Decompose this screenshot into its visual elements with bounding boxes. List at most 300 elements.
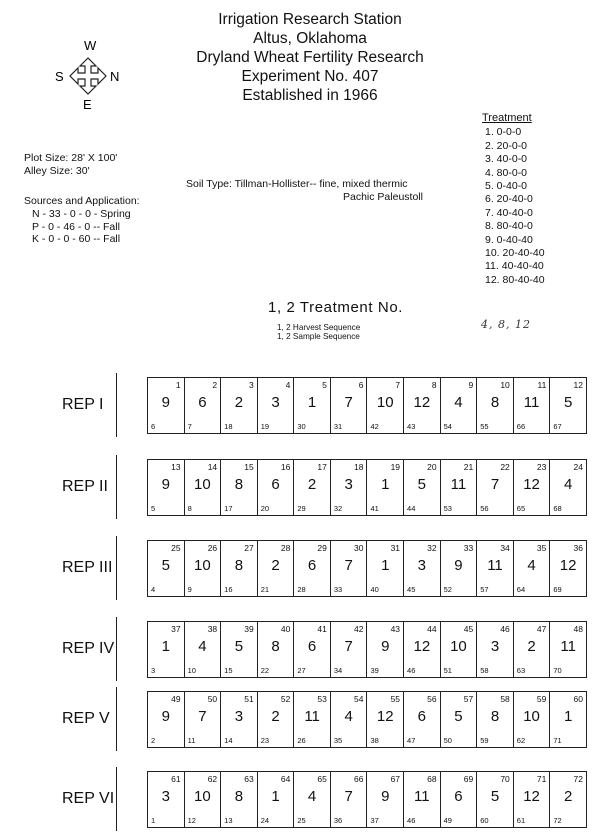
treatment-number: 2 [527, 638, 536, 655]
treatment-number: 2 [563, 788, 573, 805]
harvest-sequence-number: 64 [280, 774, 291, 784]
plot-cell [477, 541, 514, 596]
treatment-number: 12 [413, 394, 431, 411]
harvest-sequence-number: 25 [171, 543, 181, 553]
sample-sequence-number: 46 [407, 816, 416, 825]
treatment-list-item: 12. 80-40-40 [485, 273, 545, 286]
plot-cell [185, 622, 222, 677]
sample-sequence-number: 33 [333, 585, 343, 594]
harvest-sequence-number: 20 [427, 462, 437, 472]
harvest-sequence-number: 2 [212, 380, 218, 390]
alley-size: Alley Size: 30' [24, 165, 90, 177]
treatment-number: 2 [307, 476, 317, 493]
plot-cell [148, 460, 185, 515]
handwritten-note: 4, 8, 12 [481, 318, 531, 331]
harvest-sequence-number: 5 [322, 380, 327, 390]
treatment-list-item: 1. 0-0-0 [485, 126, 522, 139]
sample-sequence-number: 9 [187, 585, 192, 594]
rep-plot-row [147, 691, 587, 748]
plot-cell [258, 378, 295, 433]
treatment-number: 9 [161, 708, 170, 725]
sample-sequence-number: 69 [553, 585, 562, 594]
plot-cell [441, 772, 478, 827]
rep-divider-line [116, 687, 117, 751]
treatment-number: 11 [560, 638, 576, 655]
sample-sequence-number: 49 [443, 816, 452, 825]
sample-sequence-number: 39 [370, 666, 379, 675]
compass-icon [40, 36, 140, 116]
treatment-list [482, 112, 545, 287]
treatment-number: 1 [161, 638, 170, 655]
sample-sequence-number: 43 [407, 422, 416, 431]
plot-cell [294, 378, 331, 433]
sample-sequence-number: 15 [224, 666, 233, 675]
treatment-number: 3 [234, 708, 244, 725]
treatment-number: 5 [454, 708, 463, 725]
treatment-number: 4 [563, 476, 573, 493]
treatment-number: 6 [307, 557, 317, 574]
plot-cell [294, 460, 331, 515]
harvest-sequence-number: 10 [500, 380, 510, 390]
harvest-sequence-number: 11 [537, 380, 547, 390]
rep-label: REP VI [62, 790, 115, 807]
sample-sequence-number: 35 [333, 736, 343, 745]
plot-cell [367, 460, 404, 515]
treatment-list-item: 2. 20-0-0 [485, 139, 528, 152]
harvest-sequence-number: 50 [207, 694, 218, 704]
plot-size: Plot Size: 28' X 100' [24, 152, 118, 164]
soil-type-line1: Soil Type: Tillman-Hollister-- fine, mixed thermic [186, 178, 408, 190]
harvest-sequence-number: 28 [280, 543, 291, 553]
sample-sequence-number: 16 [224, 585, 233, 594]
sample-sequence-number: 29 [297, 504, 306, 513]
treatment-number: 7 [490, 476, 500, 493]
plot-cell [148, 692, 185, 747]
harvest-sequence-number: 65 [317, 774, 327, 784]
plot-cell [477, 772, 514, 827]
treatment-list-item: 6. 20-40-0 [485, 193, 533, 206]
rep-divider-line [116, 617, 117, 681]
sample-sequence-number: 45 [407, 585, 416, 594]
harvest-sequence-number: 51 [244, 694, 254, 704]
treatment-number: 4 [454, 394, 463, 411]
treatment-number: 9 [454, 557, 463, 574]
treatment-list-item: 7. 40-40-0 [485, 206, 533, 219]
treatment-list-item: 9. 0-40-40 [485, 233, 533, 246]
rep-divider-line [116, 455, 117, 519]
plot-cell [514, 541, 551, 596]
sample-sequence-number: 12 [187, 816, 196, 825]
sample-sequence-number: 3 [151, 666, 156, 675]
harvest-sequence-number: 69 [463, 774, 474, 784]
treatment-number: 5 [234, 638, 244, 655]
harvest-sequence-number: 12 [573, 380, 583, 390]
plot-cell [221, 772, 258, 827]
plot-cell [441, 692, 478, 747]
plot-cell [404, 772, 441, 827]
treatment-list-item: 11. 40-40-40 [485, 260, 544, 273]
sample-sequence-number: 42 [370, 422, 379, 431]
harvest-sequence-number: 54 [354, 694, 364, 704]
title-line-station: Irrigation Research Station [218, 11, 402, 28]
plot-cell [404, 541, 441, 596]
harvest-sequence-number: 55 [390, 694, 401, 704]
sample-sequence-number: 47 [407, 736, 416, 745]
plot-cell [148, 772, 185, 827]
plot-cell [550, 622, 586, 677]
sample-sequence-number: 67 [553, 422, 562, 431]
sample-sequence-number: 28 [297, 585, 306, 594]
harvest-sequence-number: 21 [463, 462, 474, 472]
sample-sequence-number: 44 [407, 504, 416, 513]
harvest-sequence-number: 61 [171, 774, 181, 784]
treatment-list-item: 3. 40-0-0 [485, 153, 528, 166]
harvest-sequence-number: 43 [390, 624, 401, 634]
sample-sequence-number: 59 [480, 736, 489, 745]
rep-divider-line [116, 373, 117, 437]
harvest-sequence-number: 35 [536, 543, 547, 553]
treatment-number: 7 [344, 557, 353, 574]
harvest-sequence-number: 47 [536, 624, 547, 634]
compass-east-label: N [110, 69, 120, 84]
plot-cell [258, 772, 295, 827]
harvest-sequence-number: 52 [280, 694, 291, 704]
treatment-number: 12 [413, 638, 431, 655]
harvest-sequence-number: 26 [207, 543, 218, 553]
sample-sequence-number: 40 [370, 585, 379, 594]
harvest-sequence-number: 17 [317, 462, 327, 472]
harvest-sequence-number: 72 [573, 774, 583, 784]
treatment-number: 9 [161, 476, 170, 493]
treatment-number: 11 [487, 557, 503, 574]
compass-west-label: S [55, 69, 64, 84]
sample-sequence-number: 13 [224, 816, 233, 825]
treatment-number: 4 [527, 557, 536, 574]
harvest-sequence-number: 32 [427, 543, 437, 553]
plot-cell [294, 541, 331, 596]
harvest-sequence-number: 68 [427, 774, 437, 784]
plot-cell [148, 622, 185, 677]
plot-cell [331, 692, 368, 747]
sample-sequence-number: 71 [553, 736, 562, 745]
sample-sequence-number: 32 [333, 504, 343, 513]
treatment-number: 8 [234, 476, 244, 493]
sample-sequence-number: 72 [553, 816, 562, 825]
sample-sequence-number: 8 [187, 504, 192, 513]
plot-cell [258, 692, 295, 747]
sources-heading: Sources and Application: [24, 195, 140, 207]
plot-cell [294, 622, 331, 677]
treatment-number: 5 [490, 788, 500, 805]
harvest-sequence-number: 22 [500, 462, 510, 472]
harvest-sequence-number: 71 [536, 774, 547, 784]
sample-sequence-number: 61 [516, 816, 526, 825]
treatment-list-item: 4. 80-0-0 [485, 166, 528, 179]
harvest-sequence-number: 7 [395, 380, 401, 390]
sample-sequence-number: 26 [297, 736, 306, 745]
rep-plot-row [147, 621, 587, 678]
sample-sequence-number: 5 [151, 504, 156, 513]
treatment-number: 10 [194, 476, 211, 493]
harvest-sequence-number: 44 [427, 624, 437, 634]
harvest-sequence-number: 16 [280, 462, 291, 472]
treatment-number: 5 [417, 476, 426, 493]
rep-label: REP IV [62, 640, 115, 657]
sample-sequence-number: 1 [151, 816, 156, 825]
harvest-sequence-number: 46 [500, 624, 510, 634]
plot-cell [148, 541, 185, 596]
sample-sequence-number: 41 [370, 504, 379, 513]
sample-sequence-number: 30 [297, 422, 306, 431]
title-line-established: Established in 1966 [242, 87, 378, 104]
treatment-number: 8 [490, 708, 500, 725]
plot-cell [514, 378, 551, 433]
harvest-sequence-number: 38 [207, 624, 218, 634]
treatment-number: 7 [344, 394, 353, 411]
harvest-sequence-number: 19 [390, 462, 401, 472]
plot-cell [221, 460, 258, 515]
rep-label: REP II [62, 478, 108, 495]
plot-cell [550, 692, 586, 747]
harvest-sequence-number: 1 [175, 380, 181, 390]
harvest-sequence-number: 6 [358, 380, 364, 390]
sample-sequence-number: 23 [260, 736, 270, 745]
harvest-sequence-number: 53 [317, 694, 327, 704]
treatment-number: 11 [414, 788, 430, 805]
sample-sequence-number: 58 [480, 666, 489, 675]
treatment-number: 1 [271, 788, 280, 805]
treatment-number: 2 [271, 708, 280, 725]
plot-cell [477, 460, 514, 515]
treatment-list-heading: Treatment [482, 112, 532, 124]
sample-sequence-number: 18 [224, 422, 233, 431]
harvest-sequence-number: 59 [536, 694, 547, 704]
harvest-sequence-number: 66 [354, 774, 364, 784]
rep-plot-row [147, 459, 587, 516]
treatment-number: 4 [198, 638, 207, 655]
harvest-sequence-number: 40 [280, 624, 291, 634]
plot-cell [367, 692, 404, 747]
sample-sequence-number: 53 [443, 504, 452, 513]
harvest-sequence-number: 67 [390, 774, 401, 784]
plot-cell [477, 622, 514, 677]
treatment-number: 1 [381, 476, 390, 493]
sample-sequence-number: 14 [224, 736, 233, 745]
plot-cell [331, 541, 368, 596]
treatment-list-item: 10. 20-40-40 [485, 247, 545, 260]
plot-cell [404, 622, 441, 677]
sample-sequence-number: 56 [480, 504, 489, 513]
plot-cell [294, 692, 331, 747]
treatment-number: 11 [523, 394, 540, 411]
treatment-number: 4 [344, 708, 353, 725]
rep-plot-row [147, 540, 587, 597]
harvest-sequence-number: 24 [573, 462, 583, 472]
sample-sequence-number: 21 [260, 585, 270, 594]
treatment-number: 7 [344, 638, 353, 655]
sample-sequence-number: 7 [187, 422, 192, 431]
treatment-number: 7 [344, 788, 353, 805]
harvest-sequence-number: 34 [500, 543, 510, 553]
plot-cell [185, 692, 222, 747]
rep-divider-line [116, 767, 117, 831]
treatment-number: 2 [234, 394, 244, 411]
legend-sample-sequence: 1, 2 Sample Sequence [277, 332, 360, 341]
treatment-number: 5 [161, 557, 170, 574]
plot-cell [148, 378, 185, 433]
sample-sequence-number: 38 [370, 736, 379, 745]
plot-cell [367, 378, 404, 433]
harvest-sequence-number: 29 [317, 543, 327, 553]
rep-plot-row [147, 771, 587, 828]
treatment-number: 8 [490, 394, 500, 411]
harvest-sequence-number: 56 [427, 694, 437, 704]
plot-cell [331, 460, 368, 515]
compass-north-label: W [84, 38, 97, 53]
harvest-sequence-number: 49 [171, 694, 181, 704]
harvest-sequence-number: 70 [500, 774, 510, 784]
plot-cell [185, 460, 222, 515]
plot-cell [550, 460, 586, 515]
harvest-sequence-number: 33 [463, 543, 474, 553]
sample-sequence-number: 24 [260, 816, 270, 825]
sample-sequence-number: 36 [333, 816, 343, 825]
harvest-sequence-number: 42 [354, 624, 364, 634]
compass-rose [40, 36, 140, 116]
plot-cell [367, 622, 404, 677]
sample-sequence-number: 37 [370, 816, 379, 825]
treatment-number: 12 [376, 708, 394, 725]
harvest-sequence-number: 14 [207, 462, 218, 472]
treatment-number: 12 [523, 788, 540, 805]
sample-sequence-number: 52 [443, 585, 452, 594]
treatment-number: 9 [161, 394, 170, 411]
plot-cell [514, 460, 551, 515]
sample-sequence-number: 66 [516, 422, 526, 431]
soil-type-line2: Pachic Paleustoll [343, 190, 423, 203]
sample-sequence-number: 27 [297, 666, 306, 675]
harvest-sequence-number: 45 [463, 624, 474, 634]
treatment-number: 4 [307, 788, 317, 805]
treatment-number: 5 [563, 394, 573, 411]
plot-cell [331, 378, 368, 433]
plot-cell [404, 378, 441, 433]
treatment-number: 6 [417, 708, 426, 725]
title-line-experiment: Experiment No. 407 [241, 68, 379, 85]
harvest-sequence-number: 37 [171, 624, 181, 634]
plot-cell [185, 541, 222, 596]
harvest-sequence-number: 39 [244, 624, 254, 634]
sample-sequence-number: 4 [151, 585, 156, 594]
treatment-number: 1 [381, 557, 390, 574]
harvest-sequence-number: 4 [285, 380, 291, 390]
harvest-sequence-number: 31 [390, 543, 401, 553]
plot-cell [331, 772, 368, 827]
sources-block [24, 195, 140, 246]
harvest-sequence-number: 18 [354, 462, 364, 472]
sample-sequence-number: 65 [516, 504, 526, 513]
harvest-sequence-number: 15 [244, 462, 254, 472]
treatment-number: 9 [381, 788, 390, 805]
treatment-number: 9 [381, 638, 390, 655]
harvest-sequence-number: 36 [573, 543, 583, 553]
sample-sequence-number: 62 [516, 736, 526, 745]
sample-sequence-number: 17 [224, 504, 233, 513]
harvest-sequence-number: 27 [244, 543, 254, 553]
treatment-number: 10 [194, 788, 211, 805]
sample-sequence-number: 70 [553, 666, 562, 675]
plot-cell [221, 622, 258, 677]
treatment-number: 12 [523, 476, 540, 493]
sample-sequence-number: 19 [260, 422, 270, 431]
rep-label: REP V [62, 710, 110, 727]
harvest-sequence-number: 48 [573, 624, 583, 634]
sample-sequence-number: 63 [516, 666, 526, 675]
harvest-sequence-number: 13 [171, 462, 181, 472]
plot-cell [441, 622, 478, 677]
treatment-number: 11 [450, 476, 467, 493]
harvest-sequence-number: 63 [244, 774, 254, 784]
plot-cell [550, 378, 586, 433]
sample-sequence-number: 64 [516, 585, 526, 594]
legend-treatment-no: 1, 2 Treatment No. [268, 299, 404, 316]
treatment-number: 6 [198, 394, 207, 411]
treatment-number: 10 [194, 557, 211, 574]
sample-sequence-number: 51 [443, 666, 452, 675]
sample-sequence-number: 34 [333, 666, 343, 675]
source-k: K - 0 - 0 - 60 -- Fall [32, 233, 121, 246]
sample-sequence-number: 10 [187, 666, 196, 675]
compass-south-label: E [83, 97, 92, 112]
sample-sequence-number: 60 [480, 816, 489, 825]
treatment-number: 8 [234, 788, 244, 805]
sample-sequence-number: 54 [443, 422, 452, 431]
treatment-number: 1 [563, 708, 573, 725]
sample-sequence-number: 68 [553, 504, 562, 513]
plot-cell [514, 692, 551, 747]
plot-cell [441, 541, 478, 596]
treatment-number: 8 [234, 557, 244, 574]
treatment-number: 3 [271, 394, 280, 411]
treatment-number: 11 [304, 708, 320, 725]
plot-cell [550, 772, 586, 827]
treatment-number: 3 [490, 638, 500, 655]
rep-divider-line [116, 536, 117, 600]
plot-cell [294, 772, 331, 827]
plot-cell [258, 622, 295, 677]
treatment-list-item: 5. 0-40-0 [485, 180, 528, 193]
soil-type [186, 178, 423, 204]
treatment-number: 3 [161, 788, 170, 805]
treatment-number: 3 [344, 476, 353, 493]
source-p: P - 0 - 46 - 0 -- Fall [32, 220, 120, 233]
legend-harvest-sequence: 1, 2 Harvest Sequence [277, 323, 361, 332]
treatment-number: 10 [523, 708, 540, 725]
rep-plot-row [147, 377, 587, 434]
plot-cell [258, 541, 295, 596]
plot-cell [514, 772, 551, 827]
treatment-number: 10 [376, 394, 394, 411]
plot-cell [258, 460, 295, 515]
treatment-number: 7 [198, 708, 207, 725]
plot-cell [367, 541, 404, 596]
plot-cell [477, 378, 514, 433]
plot-cell [331, 622, 368, 677]
treatment-number: 10 [450, 638, 467, 655]
plot-cell [550, 541, 586, 596]
treatment-list-item: 8. 80-40-0 [485, 220, 533, 233]
title-line-project: Dryland Wheat Fertility Research [196, 49, 424, 66]
